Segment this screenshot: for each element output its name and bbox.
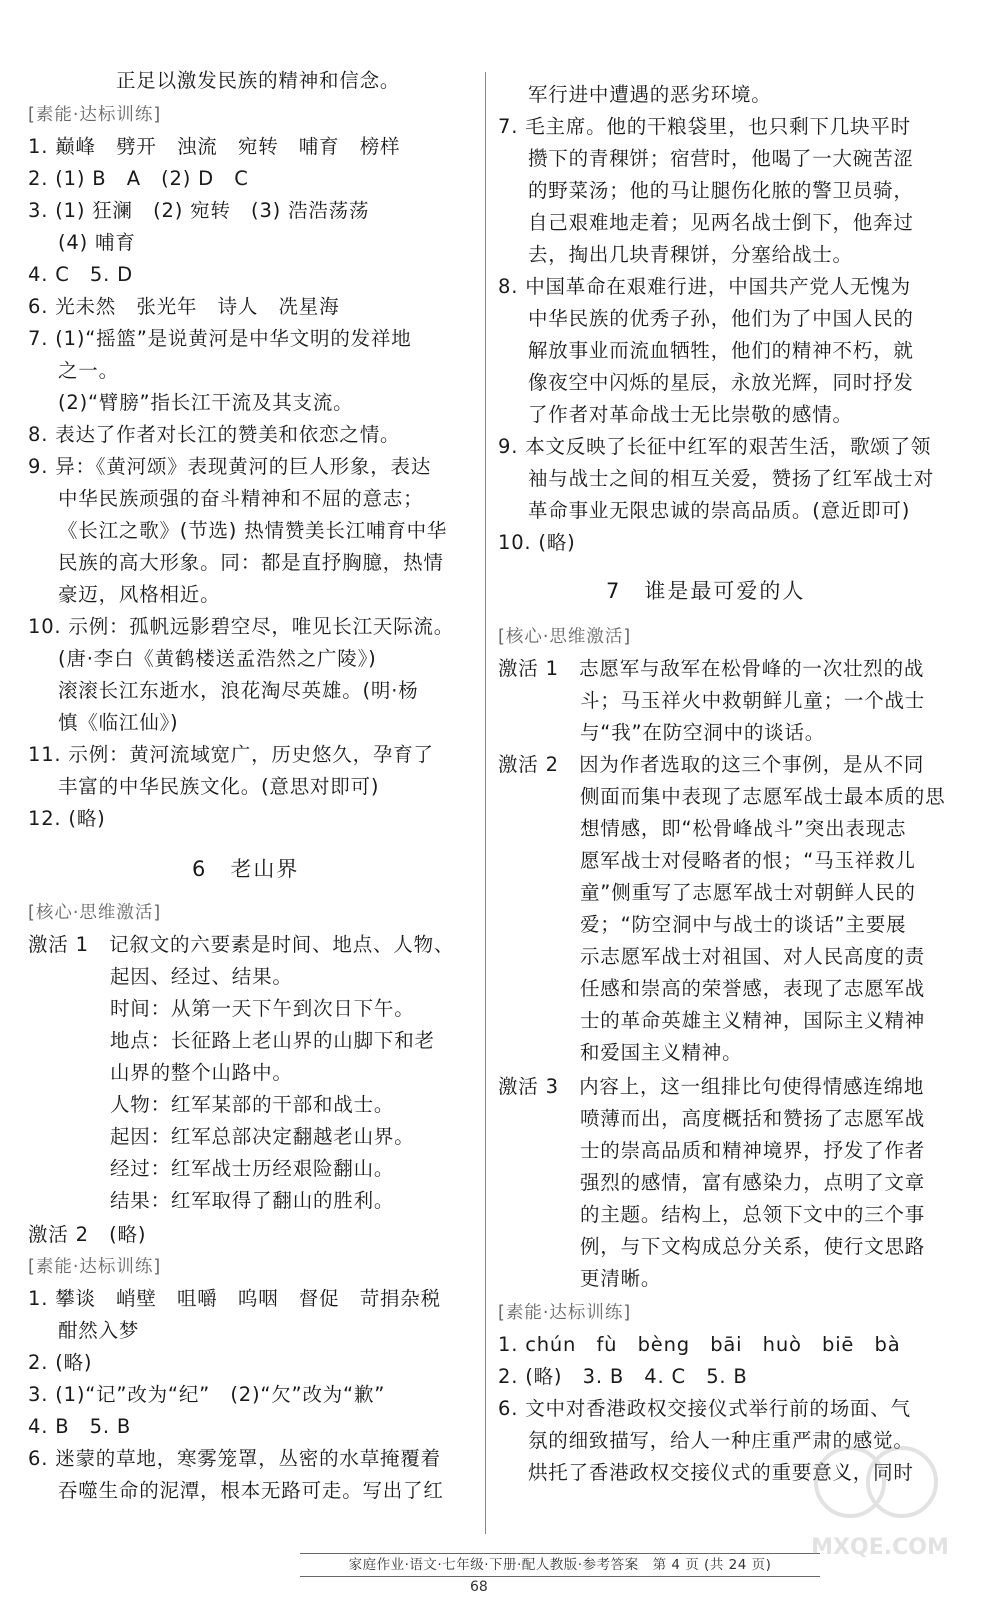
left-line: 12. (略) <box>28 807 106 830</box>
section-title: 6 老山界 <box>192 857 300 881</box>
right-line: 1. chún fù bèng bāi huò biē bà <box>498 1333 901 1356</box>
right-line: 7. 毛主席。他的干粮袋里，也只剩下几块平时 <box>498 115 911 138</box>
right-line: 童”侧重写了志愿军战士对朝鲜人民的 <box>580 881 916 904</box>
left-line: (4) 哺育 <box>58 231 136 254</box>
left-line: 11. 示例：黄河流域宽广，历史悠久，孕育了 <box>28 743 434 766</box>
left-line: 1. 巅峰 劈开 浊流 宛转 哺育 榜样 <box>28 135 401 158</box>
section-heading: [素能·达标训练] <box>28 105 162 125</box>
right-line: 斗；马玉祥火中救朝鲜儿童；一个战士 <box>580 689 926 712</box>
left-line: 2. (略) <box>28 1351 93 1374</box>
left-line: 起因、经过、结果。 <box>110 965 293 988</box>
right-line: 氛的细致描写，给人一种庄重严肃的感觉。 <box>528 1429 914 1452</box>
left-line: 4. B 5. B <box>28 1415 132 1438</box>
left-line: 人物：红军某部的干部和战士。 <box>110 1093 395 1116</box>
left-line: 山界的整个山路中。 <box>110 1061 293 1084</box>
right-line: 6. 文中对香港政权交接仪式举行前的场面、气 <box>498 1397 911 1420</box>
right-line: 10. (略) <box>498 531 576 554</box>
right-line: 自己艰难地走着；见两名战士倒下，他奔过 <box>528 211 914 234</box>
left-line: 1. 攀谈 峭壁 咀嚼 呜咽 督促 苛捐杂税 <box>28 1287 441 1310</box>
right-line: 示志愿军战士对祖国、对人民高度的责 <box>580 945 926 968</box>
right-line: 攒下的青稞饼；宿营时，他喝了一大碗苦涩 <box>528 147 914 170</box>
right-line: 士的革命英雄主义精神，国际主义精神 <box>580 1009 926 1032</box>
left-line: 结果：红军取得了翻山的胜利。 <box>110 1189 395 1212</box>
left-line: 10. 示例：孤帆远影碧空尽，唯见长江天际流。 <box>28 615 455 638</box>
right-line: 爱；“防空洞中与战士的谈话”主要展 <box>580 913 907 936</box>
right-line: 去，掏出几块青稞饼，分塞给战士。 <box>528 243 853 266</box>
right-line: 烘托了香港政权交接仪式的重要意义，同时 <box>528 1461 914 1484</box>
svg-text:MXQE.COM: MXQE.COM <box>811 1535 949 1560</box>
left-line: 地点：长征路上老山界的山脚下和老 <box>110 1029 435 1052</box>
section-title: 7 谁是最可爱的人 <box>606 579 806 603</box>
right-line: 例，与下文构成总分关系，使行文思路 <box>580 1235 926 1258</box>
right-line: 和爱国主义精神。 <box>580 1041 743 1064</box>
left-line: 滚滚长江东逝水，浪花淘尽英雄。(明·杨 <box>58 679 419 702</box>
left-line: 6. 光未然 张光年 诗人 冼星海 <box>28 295 340 318</box>
right-line: 革命事业无限忠诚的崇高品质。(意近即可) <box>528 499 911 522</box>
right-line: 想情感，即“松骨峰战斗”突出表现志 <box>580 817 907 840</box>
right-line: 强烈的感情，富有感染力，点明了文章 <box>580 1171 926 1194</box>
right-line: 激活 3 内容上，这一组排比句使得情感连绵地 <box>498 1075 925 1098</box>
right-line: 8. 中国革命在艰难行进，中国共产党人无愧为 <box>498 275 911 298</box>
column-divider <box>485 72 486 1534</box>
left-line: 起因：红军总部决定翻越老山界。 <box>110 1125 415 1148</box>
left-line: 时间：从第一天下午到次日下午。 <box>110 997 415 1020</box>
left-line: 丰富的中华民族文化。(意思对即可) <box>58 775 380 798</box>
left-line: 正足以激发民族的精神和信念。 <box>116 69 401 92</box>
left-line: 经过：红军战士历经艰险翻山。 <box>110 1157 395 1180</box>
left-line: 3. (1)“记”改为“纪” (2)“欠”改为“歉” <box>28 1383 386 1406</box>
left-line: 7. (1)“摇篮”是说黄河是中华文明的发祥地 <box>28 327 412 350</box>
right-line: 激活 2 因为作者选取的这三个事例，是从不同 <box>498 753 925 776</box>
left-line: 9. 异：《黄河颂》表现黄河的巨人形象，表达 <box>28 455 432 478</box>
left-line: 吞噬生命的泥潭，根本无路可走。写出了红 <box>58 1479 444 1502</box>
page-number: 68 <box>470 1579 488 1595</box>
section-heading: [核心·思维激活] <box>28 903 162 923</box>
right-line: 更清晰。 <box>580 1267 662 1290</box>
section-heading: [素能·达标训练] <box>498 1303 632 1323</box>
left-line: 中华民族顽强的奋斗精神和不屈的意志； <box>58 487 424 510</box>
left-line: 之一。 <box>58 359 119 382</box>
section-heading: [核心·思维激活] <box>498 627 632 647</box>
left-line: 6. 迷蒙的草地，寒雾笼罩，丛密的水草掩覆着 <box>28 1447 441 1470</box>
right-line: 的主题。结构上，总领下文中的三个事 <box>580 1203 926 1226</box>
left-line: 2. (1) B A (2) D C <box>28 167 249 190</box>
right-line: 中华民族的优秀子孙，他们为了中国人民的 <box>528 307 914 330</box>
right-line: 任感和崇高的荣誉感，表现了志愿军战 <box>580 977 926 1000</box>
left-line: 4. C 5. D <box>28 263 133 286</box>
right-line: 袖与战士之间的相互关爱，赞扬了红军战士对 <box>528 467 935 490</box>
left-line: 激活 2 (略) <box>28 1223 147 1246</box>
right-line: 9. 本文反映了长征中红军的艰苦生活，歌颂了领 <box>498 435 932 458</box>
page-footer: 家庭作业·语文·七年级·下册·配人教版·参考答案 第 4 页 (共 24 页) <box>300 1553 820 1577</box>
right-line: 喷薄而出，高度概括和赞扬了志愿军战 <box>580 1107 926 1130</box>
right-line: 的野菜汤；他的马让腿伤化脓的警卫员骑， <box>528 179 914 202</box>
right-line: 愿军战士对侵略者的恨；“马玉祥救儿 <box>580 849 916 872</box>
left-line: 慎《临江仙》) <box>58 711 179 734</box>
right-line: 与“我”在防空洞中的谈话。 <box>580 721 826 744</box>
right-line: 了作者对革命战士无比崇敬的感情。 <box>528 403 853 426</box>
right-line: 军行进中遭遇的恶劣环境。 <box>528 83 772 106</box>
left-line: 激活 1 记叙文的六要素是时间、地点、人物、 <box>28 933 455 956</box>
left-line: 《长江之歌》(节选) 热情赞美长江哺育中华 <box>58 519 448 542</box>
right-line: 解放事业而流血牺牲，他们的精神不朽，就 <box>528 339 914 362</box>
left-line: 3. (1) 狂澜 (2) 宛转 (3) 浩浩荡荡 <box>28 199 370 222</box>
right-line: 激活 1 志愿军与敌军在松骨峰的一次壮烈的战 <box>498 657 925 680</box>
section-heading: [素能·达标训练] <box>28 1257 162 1277</box>
left-line: 豪迈，风格相近。 <box>58 583 221 606</box>
right-line: 2. (略) 3. B 4. C 5. B <box>498 1365 748 1388</box>
left-line: 酣然入梦 <box>58 1319 140 1342</box>
left-line: (2)“臂膀”指长江干流及其支流。 <box>58 391 354 414</box>
left-line: 民族的高大形象。同：都是直抒胸臆，热情 <box>58 551 444 574</box>
left-line: 8. 表达了作者对长江的赞美和依恋之情。 <box>28 423 401 446</box>
left-line: (唐·李白《黄鹤楼送孟浩然之广陵》) <box>58 647 377 670</box>
right-line: 士的崇高品质和精神境界，抒发了作者 <box>580 1139 926 1162</box>
right-line: 侧面而集中表现了志愿军战士最本质的思 <box>580 785 946 808</box>
right-line: 像夜空中闪烁的星辰，永放光辉，同时抒发 <box>528 371 914 394</box>
